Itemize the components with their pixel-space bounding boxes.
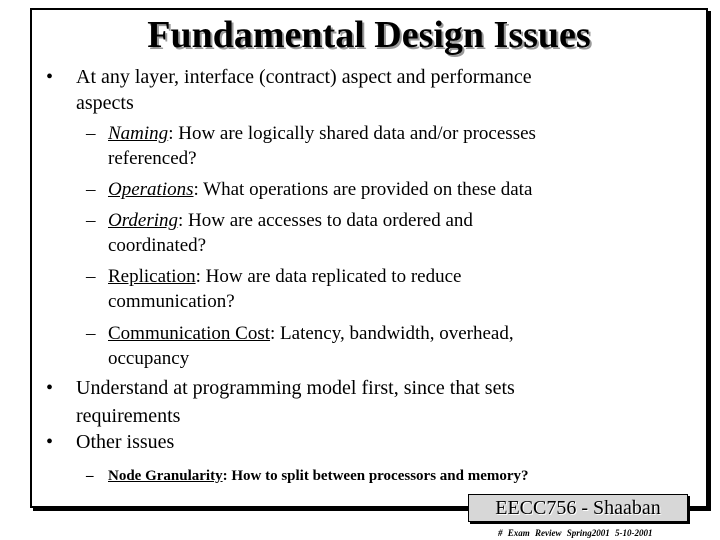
sub-item-communication-cost — [108, 321, 514, 346]
sub-item-ordering-text: : How are accesses to data ordered and — [178, 210, 473, 231]
sub-item-ordering-cont: coordinated? — [108, 235, 207, 256]
sub-item-replication-text: : How are data replicated to reduce — [195, 266, 462, 287]
sub-item-communication-cost-cont: occupancy — [108, 348, 190, 369]
course-badge: EECC756 - Shaaban — [468, 494, 688, 522]
bullet-2-line-1: Understand at programming model first, since that sets — [76, 377, 515, 399]
sub-item-node-granularity-text: : How to split between processors and memory? — [222, 468, 529, 484]
bullet-2-marker: • — [46, 377, 54, 399]
term-communication-cost: Communication Cost — [108, 323, 271, 344]
sub-item-replication — [108, 264, 461, 289]
sub-item-operations-dash: – — [86, 179, 96, 200]
sub-item-communication-cost-text: : Latency, bandwidth, overhead, — [270, 323, 514, 344]
term-ordering: Ordering — [108, 210, 179, 231]
sub-item-ordering-dash: – — [86, 210, 96, 231]
slide-title: Fundamental Design Issues — [147, 14, 591, 56]
sub-item-naming — [108, 121, 536, 146]
sub-item-node-granularity — [108, 466, 529, 486]
term-operations: Operations — [108, 179, 194, 200]
sub-item-ordering — [108, 208, 473, 233]
bullet-3-text: Other issues — [76, 431, 175, 453]
bullet-1-line-2: aspects — [76, 92, 134, 114]
sub-item-operations — [108, 177, 532, 202]
footer-meta: # Exam Review Spring2001 5-10-2001 — [498, 528, 653, 538]
sub-item-naming-dash: – — [86, 123, 96, 144]
sub-item-naming-text: : How are logically shared data and/or processes — [168, 123, 536, 144]
term-node-granularity: Node Granularity — [108, 468, 223, 484]
bullet-1-line-1: At any layer, interface (contract) aspect and performance — [76, 66, 532, 88]
bullet-3-marker: • — [46, 431, 54, 453]
sub-item-replication-dash: – — [86, 266, 96, 287]
sub-item-node-granularity-dash: – — [86, 468, 94, 484]
sub-item-communication-cost-dash: – — [86, 323, 96, 344]
term-naming: Naming — [108, 123, 169, 144]
bullet-1-marker: • — [46, 66, 54, 88]
bullet-2-line-2: requirements — [76, 405, 181, 427]
term-replication: Replication — [108, 266, 196, 287]
sub-item-operations-text: : What operations are provided on these data — [193, 179, 533, 200]
sub-item-replication-cont: communication? — [108, 291, 235, 312]
sub-item-naming-cont: referenced? — [108, 148, 197, 169]
